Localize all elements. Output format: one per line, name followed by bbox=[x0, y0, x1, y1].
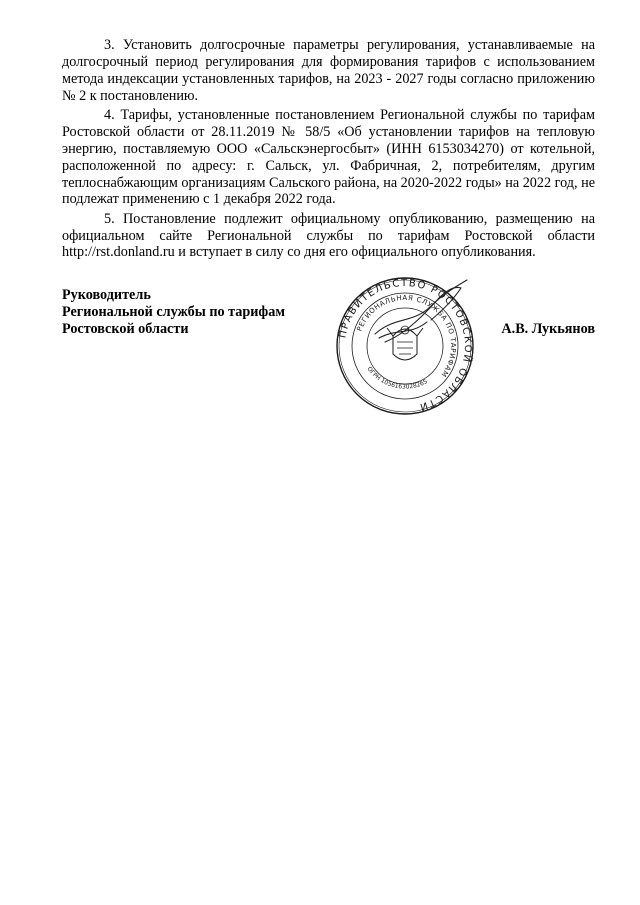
signer-name: А.В. Лукьянов bbox=[501, 320, 595, 337]
document-body bbox=[62, 37, 595, 264]
signature-block bbox=[62, 287, 595, 338]
paragraph-3: 3. Установить долгосрочные параметры регулирования, устанавливаемые на долгосрочный период регулирования для формирования тарифов с использованием метода индексации установленных тарифов, на 2023 - 2027 годы согласно приложению № 2 к постановлению. bbox=[62, 37, 595, 104]
seal-outer-text: ПРАВИТЕЛЬСТВО РОСТОВСКОЙ ОБЛАСТИ bbox=[337, 277, 474, 413]
paragraph-5: 5. Постановление подлежит официальному опубликованию, размещению на официальном сайте Региональной службы по тарифам Ростовской области http://rst.donland.ru и вступает в силу со дня его официального опубликования. bbox=[62, 210, 595, 261]
signer-position-line-1: Руководитель bbox=[62, 287, 151, 303]
signer-position-line-3: Ростовской области bbox=[62, 320, 189, 337]
seal-bottom-text: ОГРН 1056163028265 bbox=[365, 365, 429, 391]
paragraph-4: 4. Тарифы, установленные постановлением Региональной службы по тарифам Ростовской области от 28.11.2019 № 58/5 «Об установлении тарифов на тепловую энергию, поставляемую ООО «Сальскэнергосбыт» (ИНН 6153034270) от котельной, расположенной по адресу: г. Сальск, ул. Фабричная, 2, потребителям, другим теплоснабжающим организациям Сальского района, на 2020-2022 годы» на 2022 год, не подлежат применению с 1 декабря 2022 года. bbox=[62, 106, 595, 208]
signer-position-line-2: Региональной службы по тарифам bbox=[62, 303, 286, 320]
seal-inner-text: РЕГИОНАЛЬНАЯ СЛУЖБА ПО ТАРИФАМ bbox=[355, 293, 458, 379]
